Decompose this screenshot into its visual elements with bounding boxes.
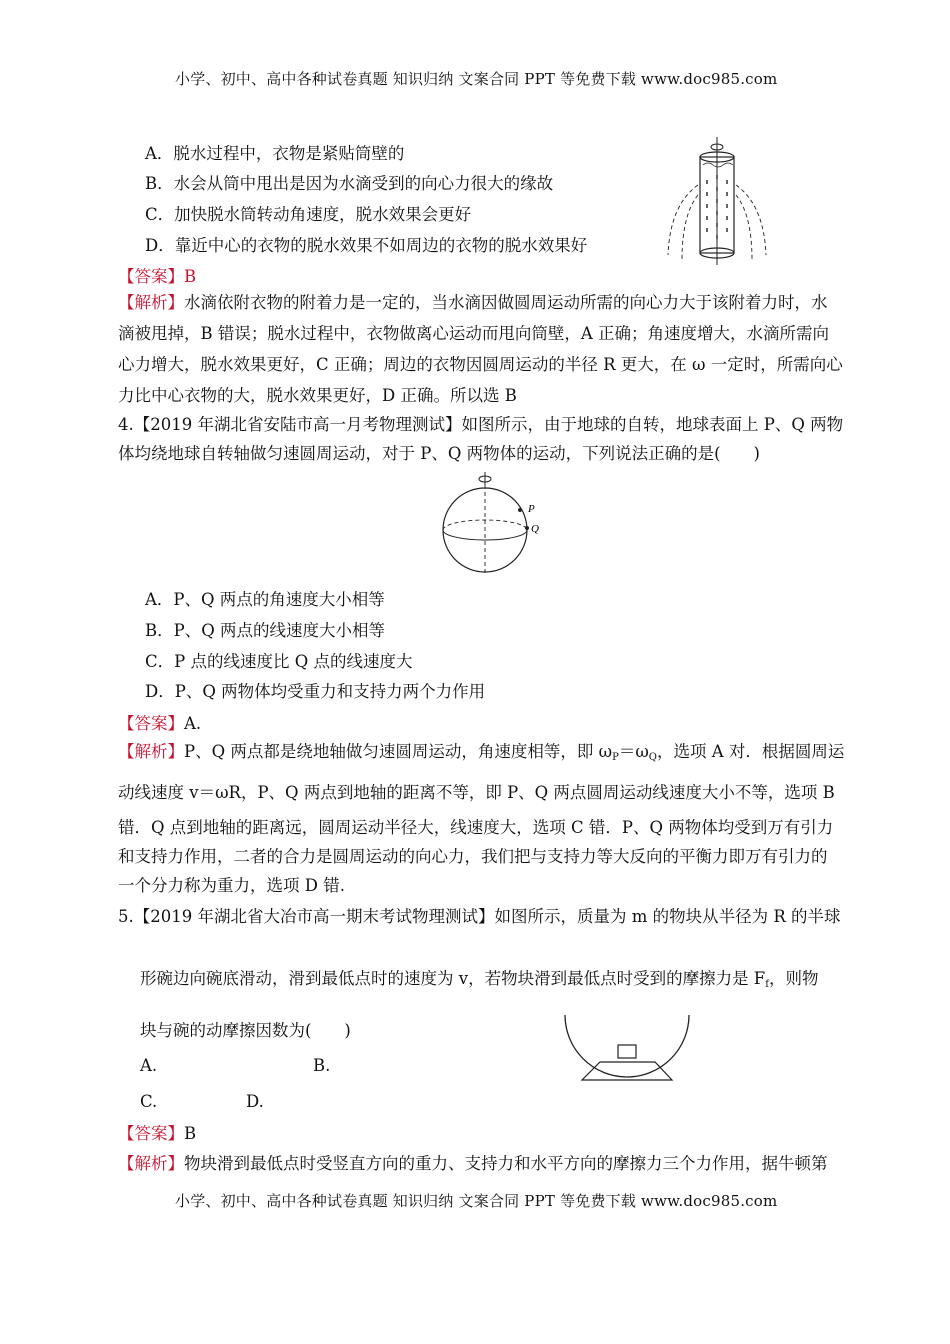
stem-text: 形碗边向碗底滑动，滑到最低点时的速度为 v，若物块滑到最低点时受到的摩擦力是 F [140, 969, 766, 988]
page-header: 小学、初中、高中各种试卷真题 知识归纳 文案合同 PPT 等免费下载 www.doc985.com [175, 70, 778, 88]
q4-analysis-line-5: 一个分力称为重力，选项 D 错. [118, 876, 345, 895]
answer-label: 【答案】 [118, 267, 184, 286]
bowl-figure [560, 1010, 695, 1085]
page-footer: 小学、初中、高中各种试卷真题 知识归纳 文案合同 PPT 等免费下载 www.doc985.com [175, 1192, 778, 1210]
q4-option-c: C．P 点的线速度比 Q 点的线速度大 [145, 652, 413, 671]
analysis-label: 【解析】 [118, 293, 184, 312]
analysis-text: 物块滑到最低点时受竖直方向的重力、支持力和水平方向的摩擦力三个力作用，据牛顿第 [184, 1154, 828, 1173]
q5-stem-line-1 [118, 906, 841, 928]
question-number: 5. [118, 907, 134, 926]
q4-option-b: B．P、Q 两点的线速度大小相等 [145, 621, 385, 640]
q5-answer [118, 1123, 196, 1145]
analysis-label: 【解析】 [118, 742, 184, 761]
q4-answer [118, 713, 201, 735]
question-stem: 如图所示，质量为 m 的物块从半径为 R 的半球 [494, 907, 841, 926]
question-source: 【2019 年湖北省安陆市高一月考物理测试】 [133, 415, 462, 434]
analysis-text: P、Q 两点都是绕地轴做匀速圆周运动，角速度相等，即 ω [184, 742, 613, 761]
q3-analysis-line-2: 滴被甩掉，B 错误；脱水过程中，衣物做离心运动而甩向筒壁，A 正确；角速度增大，水滴所需向 [118, 324, 830, 343]
q5-option-c: C. [140, 1092, 158, 1111]
q5-stem-line-2 [140, 968, 818, 996]
q4-analysis-line-1 [118, 741, 844, 769]
q4-analysis-line-4: 和支持力作用，二者的合力是圆周运动的向心力，我们把与支持力等大反向的平衡力即万有引力的 [118, 847, 828, 866]
stem-text-cont: ，则物 [768, 969, 819, 988]
q3-analysis-line-4: 力比中心衣物的大，脱水效果更好，D 正确。所以选 B [118, 386, 517, 405]
answer-value: B [184, 1124, 197, 1143]
equals: ＝ω [618, 742, 649, 761]
answer-label: 【答案】 [118, 1124, 184, 1143]
question-source: 【2019 年湖北省大冶市高一期末考试物理测试】 [133, 907, 495, 926]
answer-label: 【答案】 [118, 714, 184, 733]
q3-answer [118, 266, 196, 288]
answer-value: A. [184, 714, 202, 733]
q3-option-b: B．水会从筒中甩出是因为水滴受到的向心力很大的缘故 [145, 174, 554, 193]
question-stem: 如图所示，由于地球的自转，地球表面上 P、Q 两物 [461, 415, 844, 434]
label-p: P [528, 503, 535, 515]
q4-stem-line-2: 体均绕地球自转轴做匀速圆周运动，对于 P、Q 两物体的运动，下列说法正确的是( ) [118, 444, 760, 463]
q3-option-a: A．脱水过程中，衣物是紧贴筒壁的 [145, 144, 405, 163]
analysis-label: 【解析】 [118, 1154, 184, 1173]
q5-stem-line-3: 块与碗的动摩擦因数为( ) [140, 1021, 351, 1040]
q4-analysis-line-2: 动线速度 v＝ωR，P、Q 两点到地轴的距离不等，即 P、Q 两点圆周运动线速度大小不等，选项 B [118, 783, 835, 802]
q3-analysis-line-3: 心力增大，脱水效果更好，C 正确；周边的衣物因圆周运动的半径 R 更大，在 ω 一定时，所需向心 [118, 355, 843, 374]
earth-sphere-figure [440, 470, 550, 580]
q4-analysis-line-3: 错．Q 点到地轴的距离远，圆周运动半径大，线速度大，选项 C 错．P、Q 两物体均受到万有引力 [118, 818, 834, 837]
q5-option-b: B. [313, 1056, 331, 1075]
subscript-f: f [765, 979, 769, 990]
analysis-text-cont: ，选项 A 对．根据圆周运 [656, 742, 845, 761]
subscript-p: P [612, 752, 619, 763]
answer-value: B [184, 267, 197, 286]
subscript-q: Q [648, 752, 657, 763]
question-number: 4. [118, 415, 134, 434]
label-q: Q [531, 523, 539, 535]
q5-option-a: A. [140, 1056, 158, 1075]
q3-analysis-line-1 [118, 292, 828, 314]
q5-option-d: D. [246, 1092, 264, 1111]
spin-dryer-figure [660, 135, 775, 270]
q4-option-d: D．P、Q 两物体均受重力和支持力两个力作用 [145, 682, 486, 701]
q4-option-a: A．P、Q 两点的角速度大小相等 [145, 590, 385, 609]
q4-stem-line-1 [118, 414, 843, 436]
analysis-text: 水滴依附衣物的附着力是一定的，当水滴因做圆周运动所需的向心力大于该附着力时，水 [184, 293, 828, 312]
q3-option-d: D．靠近中心的衣物的脱水效果不如周边的衣物的脱水效果好 [145, 236, 588, 255]
q3-option-c: C．加快脱水筒转动角速度，脱水效果会更好 [145, 205, 472, 224]
q5-analysis-line-1 [118, 1153, 828, 1175]
